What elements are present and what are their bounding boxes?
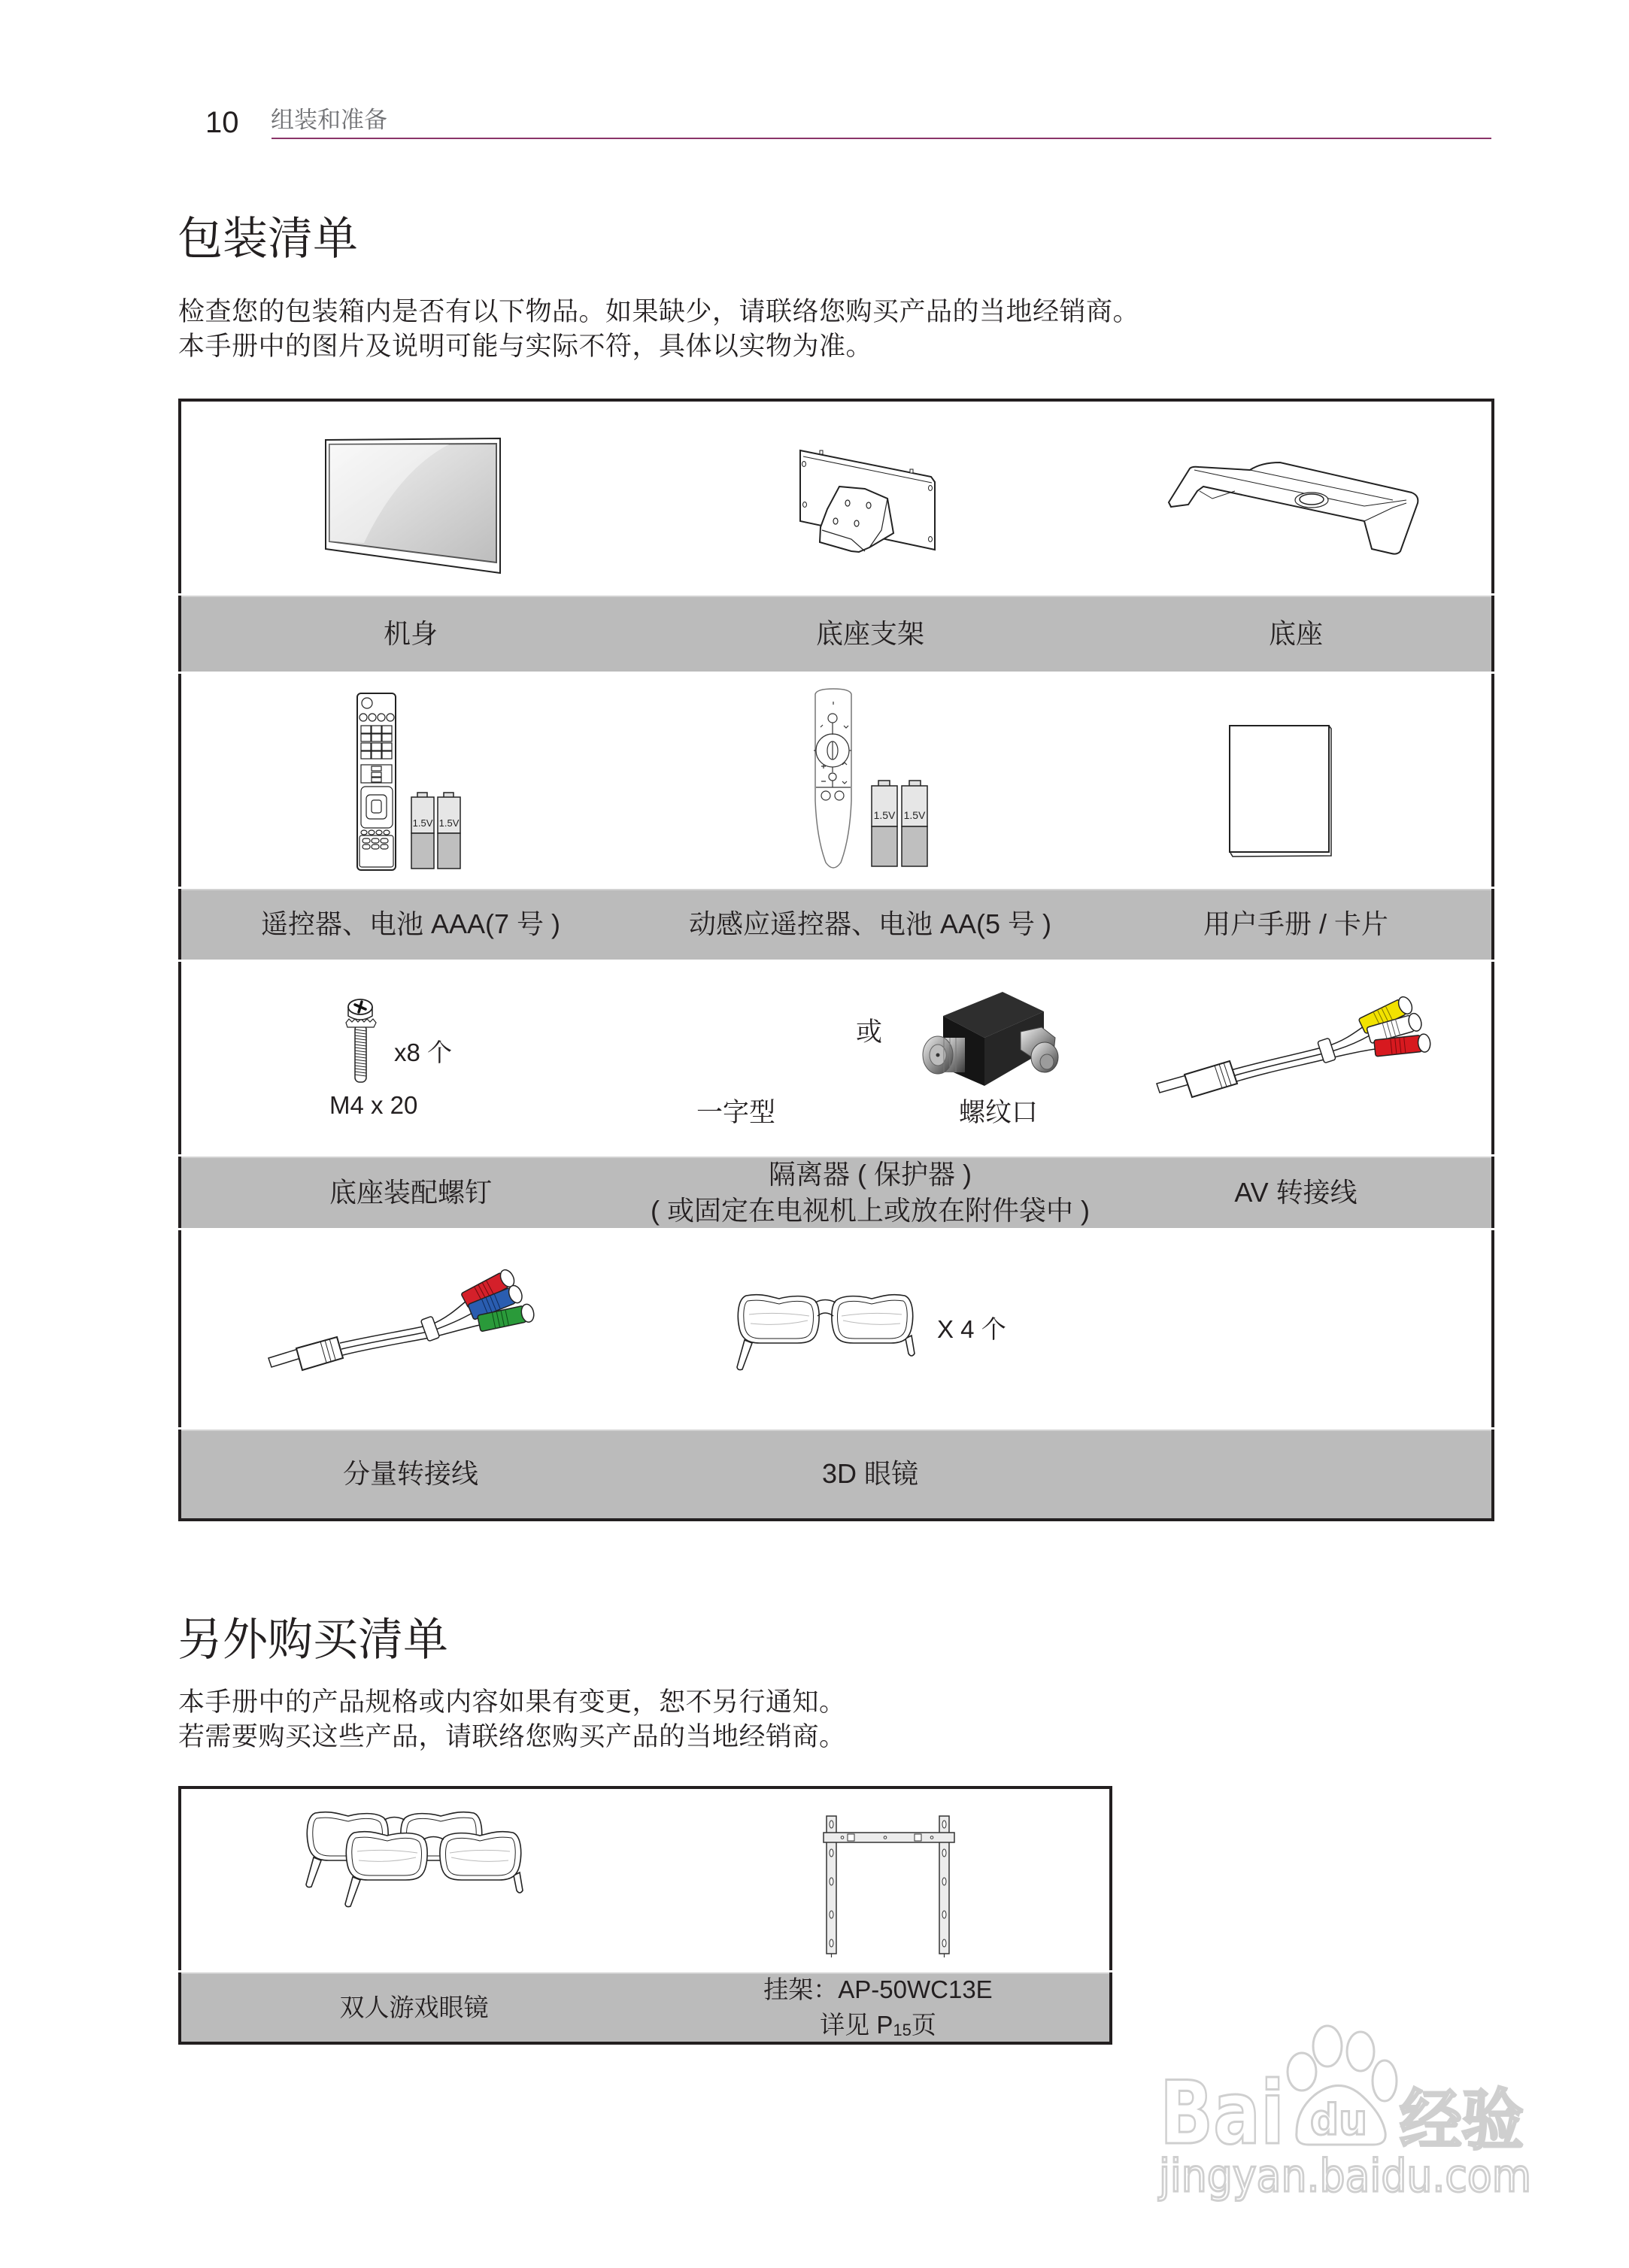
item-label: 遥控器、电池 AAA(7 号 ) [260,908,561,939]
stand-bracket-icon [797,449,936,551]
image-row [178,402,1494,593]
optional-purchases-intro [178,1685,846,1754]
3d-glasses-icon [736,1293,915,1371]
empty-label-cell [1100,1430,1491,1518]
item-label-line: 隔离器 ( 保护器 ) [769,1158,972,1190]
aaa-batteries-icon [411,792,461,869]
dual-play-glasses-icon [305,1811,523,1908]
page-ref-prefix: 详见 P [820,2011,893,2039]
label-cell [640,1430,1100,1518]
wall-mount-bracket-icon [823,1815,955,1957]
table-bottom-border [178,1518,1494,1521]
intro-line: 若需要购买这些产品，请联络您购买产品的当地经销商。 [178,1722,846,1751]
item-label: 底座装配螺钉 [329,1176,492,1208]
image-row [178,962,1494,1154]
item-label: 机身 [383,617,438,649]
label-cell [181,596,640,672]
section-title-package-contents: 包装清单 [177,214,358,264]
label-cell [181,889,640,960]
isolator-variant-threaded: 螺纹口 [959,1098,1039,1127]
watermark-brand-paw: du [1310,2096,1367,2145]
label-band [178,1972,1112,2042]
screw-quantity: x8 个 [394,1038,453,1066]
item-label: 底座 [1268,617,1323,649]
intro-line: 本手册中的产品规格或内容如果有变更，恕不另行通知。 [178,1687,846,1717]
user-manual-icon [1229,725,1332,857]
label-cell [181,1157,640,1228]
section-title-optional-purchases: 另外购买清单 [177,1615,448,1665]
page-number: 10 [205,106,239,139]
table-bottom-border [178,2042,1112,2045]
package-contents-intro [178,295,1139,364]
label-cell [640,596,1100,672]
chapter-title: 组装和准备 [271,107,387,133]
battery-voltage-label: 1.5V [903,809,926,821]
header-rule [272,138,1491,139]
item-label: 双人游戏眼镜 [339,1993,489,2021]
battery-voltage-label: 1.5V [438,817,460,829]
stand-base-icon [1167,461,1419,555]
item-label: 动感应遥控器、电池 AA(5 号 ) [688,908,1052,939]
item-label: AV 转接线 [1234,1176,1358,1208]
inline-isolator-icon [660,999,824,1066]
component-cable-icon [268,1271,547,1371]
label-cell [181,1430,640,1518]
elbow-isolator-icon [921,991,1066,1087]
label-cell [181,1972,647,2042]
package-contents-table [178,399,1494,1521]
label-band [178,889,1494,960]
label-band [178,1430,1494,1518]
item-label: 底座支架 [815,617,924,649]
image-row [178,674,1494,887]
image-row [178,1789,1112,1970]
intro-line: 本手册中的图片及说明可能与实际不符，具体以实物为准。 [178,332,873,361]
battery-voltage-label: 1.5V [412,817,433,829]
screw-icon [342,998,379,1085]
wall-mount-page-reference [820,2007,936,2042]
label-cell [1100,889,1491,960]
screw-spec: M4 x 20 [329,1091,418,1119]
isolator-variant-straight: 一字型 [696,1098,776,1127]
page-ref-suffix: 页 [911,2011,936,2039]
label-cell [1100,1157,1491,1228]
watermark-brand-right: 经验 [1400,2082,1524,2159]
watermark-brand-left: Bai [1160,2063,1285,2164]
label-cell [1100,596,1491,672]
page-ref-number: 15 [893,2021,912,2039]
label-band [178,596,1494,672]
item-label: 3D 眼镜 [821,1458,919,1489]
wall-mount-model-label: 挂架：AP-50WC13E [763,1975,993,2003]
glasses-quantity: X 4 个 [937,1315,1006,1343]
image-row [178,1230,1494,1427]
optional-purchases-table [178,1786,1112,2045]
label-cell [640,1157,1100,1228]
magic-remote-icon [812,688,854,870]
tv-set-icon [325,438,502,574]
or-separator: 或 [856,1017,883,1047]
item-label-line: ( 或固定在电视机上或放在附件袋中 ) [651,1194,1090,1226]
watermark-url: jingyan.baidu.com [1157,2150,1531,2203]
intro-line: 检查您的包装箱内是否有以下物品。如果缺少，请联络您购买产品的当地经销商。 [178,297,1140,326]
label-band [178,1157,1494,1228]
remote-control-icon [356,693,396,871]
aa-batteries-icon [871,780,928,867]
av-cable-icon [1156,998,1440,1098]
battery-voltage-label: 1.5V [873,809,896,821]
item-label: 分量转接线 [342,1458,478,1489]
item-label: 用户手册 / 卡片 [1203,908,1388,939]
label-cell [647,1972,1109,2042]
label-cell [640,889,1100,960]
baidu-jingyan-watermark [1157,2021,1536,2206]
